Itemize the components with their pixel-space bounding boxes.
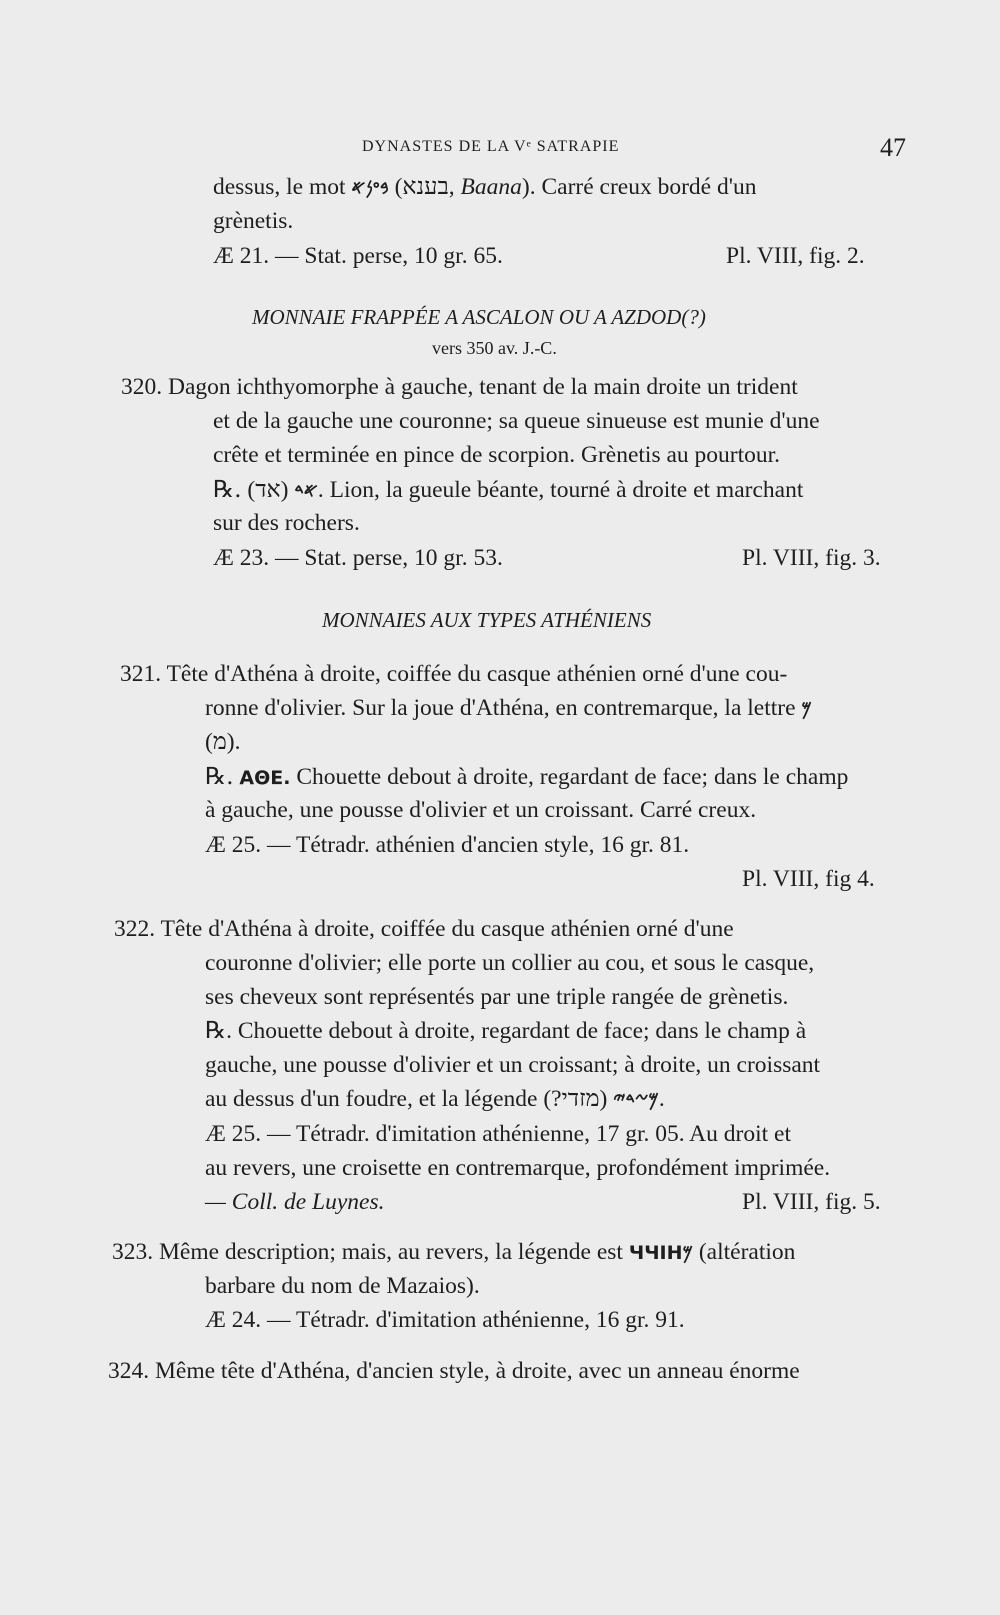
entry-line: crête et terminée en pince de scorpion. Grènetis au pourtour. [213,442,781,468]
text-segment: (אד). Lion, la gueule béante, tourné à droite et marchant [247,477,804,503]
entry-line [112,1237,795,1268]
entry-line: au revers, une croisette en contremarque, profondément imprimée. [205,1155,831,1181]
section-heading: MONNAIE FRAPPÉE A ASCALON OU A AZDOD(?) [252,305,706,329]
running-title: DYNASTES DE LA Vᵉ SATRAPIE [362,138,620,155]
text-segment: dessus, le mot [213,174,346,200]
plate-reference: Pl. VIII, fig. 5. [742,1189,881,1215]
plate-reference: Pl. VIII, fig. 3. [742,545,881,571]
reverse-symbol: ℞. [205,762,234,790]
text-segment: (מזדי?). [543,1086,665,1112]
entry-line [205,693,812,724]
entry-line: (מ). [205,729,241,755]
text-segment: ronne d'olivier. Sur la joue d'Athéna, en contremarque, la lettre [205,695,796,721]
reverse-symbol: ℞. [213,475,242,503]
text-segment: au dessus d'un foudre, et la légende [205,1086,538,1112]
text-segment: ). Carré creux bordé d'un [521,174,757,200]
text-line: grènetis. [213,208,294,234]
coin-metrics: Æ 21. — Stat. perse, 10 gr. 65. [213,243,503,269]
entry-line: 320. Dagon ichthyomorphe à gauche, tenant de la main droite un trident [121,374,798,400]
coin-metrics: Æ 25. — Tétradr. athénien d'ancien style, 16 gr. 81. [205,832,690,858]
entry-line [213,474,803,506]
entry-line: gauche, une pousse d'olivier et un croissant; à droite, un croissant [205,1052,821,1078]
plate-reference: Pl. VIII, fig. 2. [726,243,865,269]
entry-line: 321. Tête d'Athéna à droite, coiffée du casque athénien orné d'une cou- [120,661,788,687]
entry-line: 324. Même tête d'Athéna, d'ancien style, à droite, avec un anneau énorme [108,1358,800,1384]
entry-line [205,1084,665,1115]
phoenician-letter: 𐤌 [801,698,812,720]
entry-line: barbare du nom de Mazaios). [205,1273,480,1299]
phoenician-legend: 𐤁𐤏𐤍𐤀 [351,177,389,199]
collection-reference: — Coll. de Luynes. [205,1189,385,1215]
entry-line: et de la gauche une couronne; sa queue sinueuse est munie d'une [213,408,820,434]
barbarous-legend: ЧЧІН𐤌 [628,1242,693,1264]
entry-line [205,761,848,793]
text-segment: (בענא, [394,174,455,200]
entry-line: 322. Tête d'Athéna à droite, coiffée du casque athénien orné d'une [114,916,734,942]
text-segment: Chouette debout à droite, regardant de face; dans le champ [296,764,849,790]
section-heading: MONNAIES AUX TYPES ATHÉNIENS [322,608,652,632]
coin-metrics: Æ 25. — Tétradr. d'imitation athénienne, 17 gr. 05. Au droit et [205,1121,791,1147]
entry-line: à gauche, une pousse d'olivier et un croissant. Carré creux. [205,797,757,823]
entry-line: couronne d'olivier; elle porte un collier au cou, et sous le casque, [205,950,815,976]
phoenician-legend: 𐤌𐤆𐤃𐤉 [613,1089,659,1111]
greek-legend: ΑΘΕ. [239,767,291,789]
phoenician-legend: 𐤀𐤃 [294,480,318,502]
plate-reference: Pl. VIII, fig 4. [742,866,875,892]
page-number: 47 [880,133,906,162]
text-segment: 323. Même description; mais, au revers, la légende est [112,1239,623,1265]
coin-metrics: Æ 23. — Stat. perse, 10 gr. 53. [213,545,503,571]
text-line [213,172,756,203]
coin-metrics: Æ 24. — Tétradr. d'imitation athénienne, 16 gr. 91. [205,1307,685,1333]
entry-line: ℞. Chouette debout à droite, regardant de face; dans le champ à [205,1018,807,1044]
entry-line: sur des rochers. [213,510,360,536]
entry-line: ses cheveux sont représentés par une triple rangée de grènetis. [205,984,789,1010]
text-segment: Baana [460,174,522,200]
section-subheading: vers 350 av. J.-C. [432,338,557,358]
text-segment: (altération [698,1239,796,1265]
